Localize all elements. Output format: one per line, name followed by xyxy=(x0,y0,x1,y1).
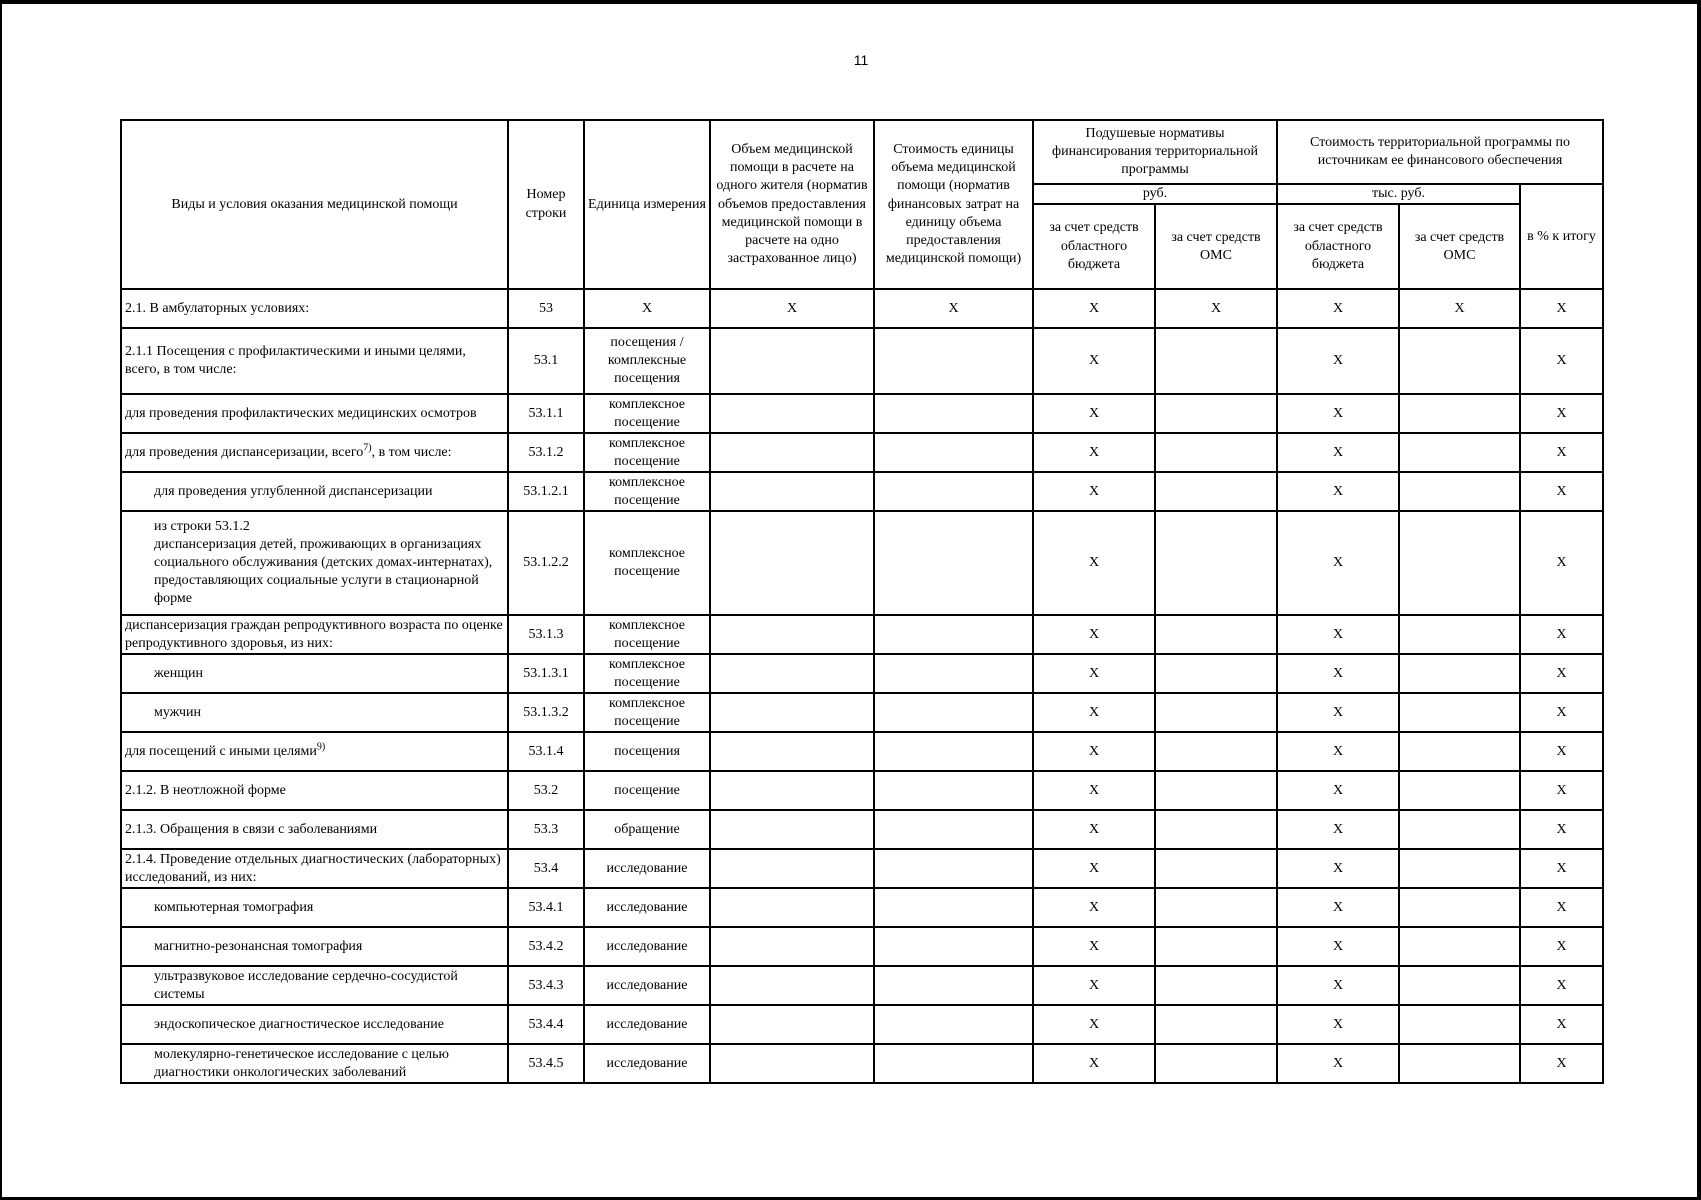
header-volume: Объем медицинской помощи в расчете на одного жителя (норматив объемов предоставления медицинской помощи в расчете на одно застрахованное лицо) xyxy=(710,120,874,289)
row-number: 53.1.4 xyxy=(508,732,584,771)
row-number: 53.4.3 xyxy=(508,966,584,1005)
row-tp-budget: X xyxy=(1277,966,1399,1005)
row-tp-oms xyxy=(1399,771,1520,810)
row-volume xyxy=(710,693,874,732)
row-pc-budget: X xyxy=(1033,654,1155,693)
row-volume xyxy=(710,927,874,966)
row-pc-oms xyxy=(1155,888,1277,927)
row-name-text: для проведения диспансеризации, всего xyxy=(125,444,364,460)
row-pc-oms xyxy=(1155,472,1277,511)
table-row xyxy=(121,615,1603,654)
row-unit: обращение xyxy=(584,810,710,849)
row-pc-budget: X xyxy=(1033,289,1155,328)
row-unit: исследование xyxy=(584,927,710,966)
row-number: 53.2 xyxy=(508,771,584,810)
row-percent: X xyxy=(1520,433,1603,472)
row-tp-budget: X xyxy=(1277,693,1399,732)
row-unit: исследование xyxy=(584,1044,710,1083)
row-name-line1: из строки 53.1.2 xyxy=(154,518,250,534)
table-row xyxy=(121,849,1603,888)
row-pc-budget: X xyxy=(1033,732,1155,771)
row-name: диспансеризация граждан репродуктивного возраста по оценке репродуктивного здоровья, из них: xyxy=(121,615,508,654)
row-cost xyxy=(874,1044,1033,1083)
row-percent: X xyxy=(1520,693,1603,732)
row-pc-budget: X xyxy=(1033,849,1155,888)
row-number: 53.1.1 xyxy=(508,394,584,433)
row-name-tail: , в том числе: xyxy=(371,444,452,460)
table-row xyxy=(121,966,1603,1005)
row-cost xyxy=(874,810,1033,849)
row-pc-oms xyxy=(1155,433,1277,472)
row-tp-oms xyxy=(1399,927,1520,966)
row-tp-budget: X xyxy=(1277,1005,1399,1044)
row-number: 53.1.2 xyxy=(508,433,584,472)
row-cost xyxy=(874,966,1033,1005)
row-pc-oms xyxy=(1155,394,1277,433)
row-unit: исследование xyxy=(584,1005,710,1044)
row-cost xyxy=(874,693,1033,732)
row-pc-oms xyxy=(1155,693,1277,732)
row-name xyxy=(121,732,508,771)
row-cost xyxy=(874,771,1033,810)
row-tp-oms xyxy=(1399,394,1520,433)
row-tp-oms xyxy=(1399,693,1520,732)
row-name: молекулярно-генетическое исследование с целью диагностики онкологических заболеваний xyxy=(121,1044,508,1083)
row-tp-oms xyxy=(1399,849,1520,888)
row-percent: X xyxy=(1520,1044,1603,1083)
row-cost: X xyxy=(874,289,1033,328)
row-percent: X xyxy=(1520,511,1603,615)
row-tp-oms xyxy=(1399,810,1520,849)
row-volume xyxy=(710,732,874,771)
row-name: эндоскопическое диагностическое исследование xyxy=(121,1005,508,1044)
row-pc-budget: X xyxy=(1033,1005,1155,1044)
row-pc-budget: X xyxy=(1033,927,1155,966)
row-number: 53.1.2.2 xyxy=(508,511,584,615)
row-number: 53.4.4 xyxy=(508,1005,584,1044)
table-row xyxy=(121,1005,1603,1044)
row-name: компьютерная томография xyxy=(121,888,508,927)
table-row xyxy=(121,810,1603,849)
row-name: 2.1.3. Обращения в связи с заболеваниями xyxy=(121,810,508,849)
row-tp-budget: X xyxy=(1277,927,1399,966)
row-pc-budget: X xyxy=(1033,693,1155,732)
row-pc-oms xyxy=(1155,849,1277,888)
table-body xyxy=(121,289,1603,1083)
row-pc-budget: X xyxy=(1033,810,1155,849)
row-volume xyxy=(710,1044,874,1083)
row-volume xyxy=(710,328,874,394)
row-cost xyxy=(874,888,1033,927)
header-unit-cost: Стоимость единицы объема медицинской помощи (норматив финансовых затрат на единицу объема предоставления медицинской помощи) xyxy=(874,120,1033,289)
row-volume xyxy=(710,654,874,693)
row-number: 53.4.1 xyxy=(508,888,584,927)
row-number: 53.1.2.1 xyxy=(508,472,584,511)
row-unit: комплексное посещение xyxy=(584,693,710,732)
row-pc-budget: X xyxy=(1033,1044,1155,1083)
row-percent: X xyxy=(1520,615,1603,654)
page-border-right xyxy=(1697,0,1701,1200)
row-cost xyxy=(874,511,1033,615)
row-volume xyxy=(710,810,874,849)
row-pc-budget: X xyxy=(1033,472,1155,511)
row-name: мужчин xyxy=(121,693,508,732)
row-volume xyxy=(710,511,874,615)
table-row xyxy=(121,771,1603,810)
row-volume: X xyxy=(710,289,874,328)
row-pc-budget: X xyxy=(1033,511,1155,615)
row-volume xyxy=(710,615,874,654)
row-tp-oms xyxy=(1399,433,1520,472)
row-unit: исследование xyxy=(584,888,710,927)
row-name: для проведения профилактических медицинских осмотров xyxy=(121,394,508,433)
row-volume xyxy=(710,888,874,927)
row-pc-budget: X xyxy=(1033,888,1155,927)
row-percent: X xyxy=(1520,328,1603,394)
row-unit: комплексное посещение xyxy=(584,654,710,693)
row-tp-oms xyxy=(1399,472,1520,511)
row-unit: посещения / комплексные посещения xyxy=(584,328,710,394)
row-volume xyxy=(710,394,874,433)
header-type: Виды и условия оказания медицинской помощи xyxy=(121,120,508,289)
row-tp-budget: X xyxy=(1277,771,1399,810)
row-tp-oms xyxy=(1399,615,1520,654)
row-pc-oms xyxy=(1155,328,1277,394)
row-unit: комплексное посещение xyxy=(584,511,710,615)
header-row-number: Номер строки xyxy=(508,120,584,289)
row-cost xyxy=(874,1005,1033,1044)
header-percent: в % к итогу xyxy=(1520,184,1603,289)
header-thous-rub: тыс. руб. xyxy=(1277,184,1520,204)
row-cost xyxy=(874,328,1033,394)
row-name: магнитно-резонансная томография xyxy=(121,927,508,966)
row-unit: посещение xyxy=(584,771,710,810)
row-unit: комплексное посещение xyxy=(584,472,710,511)
table-row xyxy=(121,888,1603,927)
table-row xyxy=(121,927,1603,966)
row-number: 53.1 xyxy=(508,328,584,394)
row-percent: X xyxy=(1520,771,1603,810)
row-pc-oms xyxy=(1155,1005,1277,1044)
row-volume xyxy=(710,433,874,472)
row-tp-budget: X xyxy=(1277,615,1399,654)
row-name-line2: диспансеризация детей, проживающих в организациях социального обслуживания (детских домах-интернатах), предоставляющих социальные услуги в стационарной форме xyxy=(154,536,493,607)
row-unit: исследование xyxy=(584,966,710,1005)
page-border-top xyxy=(0,0,1701,4)
row-tp-oms xyxy=(1399,328,1520,394)
header-tp-budget: за счет средств областного бюджета xyxy=(1277,204,1399,289)
row-pc-oms: X xyxy=(1155,289,1277,328)
row-cost xyxy=(874,927,1033,966)
row-tp-oms xyxy=(1399,888,1520,927)
row-pc-oms xyxy=(1155,654,1277,693)
row-unit: комплексное посещение xyxy=(584,615,710,654)
row-tp-budget: X xyxy=(1277,732,1399,771)
row-name: 2.1.2. В неотложной форме xyxy=(121,771,508,810)
row-pc-oms xyxy=(1155,927,1277,966)
row-name: для проведения углубленной диспансеризации xyxy=(121,472,508,511)
table-row xyxy=(121,511,1603,615)
row-tp-budget: X xyxy=(1277,472,1399,511)
row-name xyxy=(121,433,508,472)
row-tp-oms: X xyxy=(1399,289,1520,328)
row-unit: комплексное посещение xyxy=(584,394,710,433)
row-tp-oms xyxy=(1399,966,1520,1005)
row-percent: X xyxy=(1520,888,1603,927)
table-row xyxy=(121,654,1603,693)
row-name: женщин xyxy=(121,654,508,693)
row-cost xyxy=(874,654,1033,693)
row-cost xyxy=(874,732,1033,771)
footnote-ref: 9) xyxy=(316,740,326,752)
row-cost xyxy=(874,433,1033,472)
row-tp-oms xyxy=(1399,732,1520,771)
row-percent: X xyxy=(1520,1005,1603,1044)
row-number: 53.1.3.1 xyxy=(508,654,584,693)
row-pc-oms xyxy=(1155,771,1277,810)
row-tp-budget: X xyxy=(1277,511,1399,615)
row-pc-budget: X xyxy=(1033,771,1155,810)
row-pc-oms xyxy=(1155,615,1277,654)
table-row xyxy=(121,693,1603,732)
row-number: 53 xyxy=(508,289,584,328)
row-unit: исследование xyxy=(584,849,710,888)
footnote-ref: 7) xyxy=(363,441,372,453)
row-percent: X xyxy=(1520,472,1603,511)
row-tp-budget: X xyxy=(1277,654,1399,693)
row-pc-budget: X xyxy=(1033,328,1155,394)
row-pc-oms xyxy=(1155,732,1277,771)
medical-care-table xyxy=(120,119,1604,1084)
table-row xyxy=(121,1044,1603,1083)
header-rub: руб. xyxy=(1033,184,1277,204)
row-pc-oms xyxy=(1155,966,1277,1005)
row-tp-oms xyxy=(1399,1044,1520,1083)
row-tp-budget: X xyxy=(1277,888,1399,927)
table-header xyxy=(121,120,1603,289)
table-row xyxy=(121,394,1603,433)
row-volume xyxy=(710,966,874,1005)
row-cost xyxy=(874,472,1033,511)
row-volume xyxy=(710,849,874,888)
row-percent: X xyxy=(1520,394,1603,433)
row-pc-budget: X xyxy=(1033,394,1155,433)
table-row xyxy=(121,433,1603,472)
row-cost xyxy=(874,615,1033,654)
row-percent: X xyxy=(1520,927,1603,966)
row-name: 2.1.4. Проведение отдельных диагностических (лабораторных) исследований, из них: xyxy=(121,849,508,888)
row-number: 53.4.5 xyxy=(508,1044,584,1083)
row-percent: X xyxy=(1520,966,1603,1005)
row-percent: X xyxy=(1520,849,1603,888)
table-row xyxy=(121,289,1603,328)
row-name: 2.1. В амбулаторных условиях: xyxy=(121,289,508,328)
row-name xyxy=(121,511,508,615)
row-pc-oms xyxy=(1155,810,1277,849)
row-tp-budget: X xyxy=(1277,810,1399,849)
page-number: 11 xyxy=(853,52,869,68)
row-tp-budget: X xyxy=(1277,328,1399,394)
header-program-cost: Стоимость территориальной программы по источникам ее финансового обеспечения xyxy=(1277,120,1603,184)
table-row xyxy=(121,732,1603,771)
row-cost xyxy=(874,394,1033,433)
row-percent: X xyxy=(1520,732,1603,771)
row-number: 53.4 xyxy=(508,849,584,888)
row-volume xyxy=(710,472,874,511)
row-tp-budget: X xyxy=(1277,394,1399,433)
row-name: ультразвуковое исследование сердечно-сосудистой системы xyxy=(121,966,508,1005)
row-pc-oms xyxy=(1155,1044,1277,1083)
row-tp-oms xyxy=(1399,511,1520,615)
table-row xyxy=(121,472,1603,511)
row-name: 2.1.1 Посещения с профилактическими и иными целями, всего, в том числе: xyxy=(121,328,508,394)
page-border-left xyxy=(0,0,2,1200)
row-percent: X xyxy=(1520,654,1603,693)
header-pc-budget: за счет средств областного бюджета xyxy=(1033,204,1155,289)
row-pc-budget: X xyxy=(1033,966,1155,1005)
row-unit: посещения xyxy=(584,732,710,771)
row-tp-oms xyxy=(1399,654,1520,693)
row-percent: X xyxy=(1520,289,1603,328)
row-number: 53.3 xyxy=(508,810,584,849)
row-number: 53.4.2 xyxy=(508,927,584,966)
table-row xyxy=(121,328,1603,394)
row-tp-budget: X xyxy=(1277,289,1399,328)
row-number: 53.1.3.2 xyxy=(508,693,584,732)
row-pc-budget: X xyxy=(1033,433,1155,472)
row-tp-budget: X xyxy=(1277,1044,1399,1083)
row-volume xyxy=(710,1005,874,1044)
row-volume xyxy=(710,771,874,810)
header-pc-oms: за счет средств ОМС xyxy=(1155,204,1277,289)
header-per-capita: Подушевые нормативы финансирования территориальной программы xyxy=(1033,120,1277,184)
row-tp-oms xyxy=(1399,1005,1520,1044)
row-pc-oms xyxy=(1155,511,1277,615)
header-unit: Единица измерения xyxy=(584,120,710,289)
row-percent: X xyxy=(1520,810,1603,849)
row-name-text: для посещений с иными целями xyxy=(125,743,317,759)
row-tp-budget: X xyxy=(1277,433,1399,472)
row-unit: комплексное посещение xyxy=(584,433,710,472)
row-tp-budget: X xyxy=(1277,849,1399,888)
header-tp-oms: за счет средств ОМС xyxy=(1399,204,1520,289)
row-pc-budget: X xyxy=(1033,615,1155,654)
row-cost xyxy=(874,849,1033,888)
row-number: 53.1.3 xyxy=(508,615,584,654)
row-unit: X xyxy=(584,289,710,328)
